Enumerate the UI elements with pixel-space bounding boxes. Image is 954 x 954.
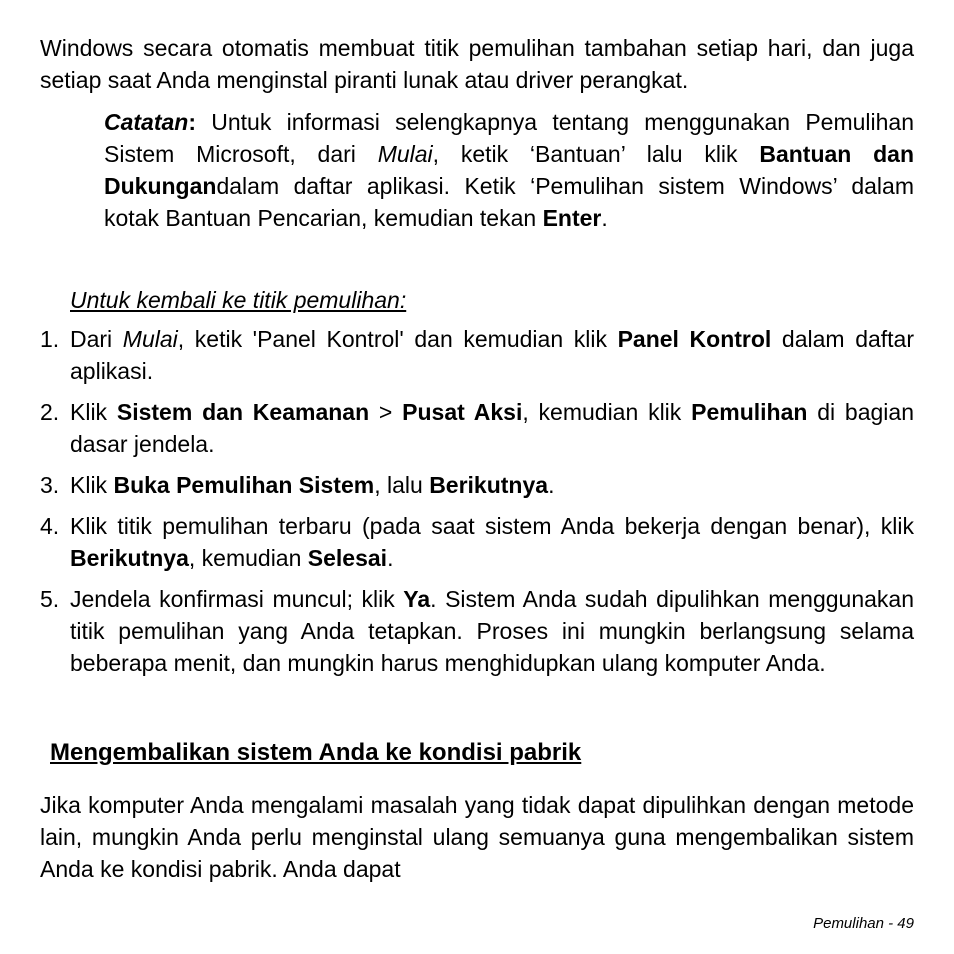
list-number: 3. [40, 472, 60, 498]
list-number: 5. [40, 586, 60, 612]
step-text: Klik [70, 472, 114, 498]
step-text: , ketik 'Panel Kontrol' dan kemudian klik [177, 326, 618, 352]
step-text: , lalu [374, 472, 430, 498]
list-text [70, 396, 914, 460]
list-number: 1. [40, 326, 60, 352]
note-colon: : [188, 109, 197, 135]
step-bold: Pemulihan [691, 399, 808, 425]
step-bold: Berikutnya [70, 545, 189, 571]
step-text: , kemudian klik [522, 399, 692, 425]
step-text: Jendela konfirmasi muncul; klik [70, 586, 404, 612]
list-text [70, 469, 914, 501]
page-footer: Pemulihan - 49 [813, 915, 914, 932]
step-text: di bagian dasar jendela. [70, 399, 915, 457]
note-text-1: Untuk informasi selengkapnya tentang menggunakan Pemulihan Sistem Microsoft, dari [104, 109, 914, 167]
list-text [70, 323, 914, 387]
step-text: . [387, 545, 394, 571]
step-bold: Panel Kontrol [617, 326, 772, 352]
intro-paragraph [40, 32, 914, 96]
list-item [40, 583, 914, 679]
step-text: . [548, 472, 555, 498]
step-text: , kemudian [188, 545, 308, 571]
list-text [70, 510, 914, 574]
note-enter: Enter [542, 205, 602, 231]
note-text-3: dalam daftar aplikasi. Ketik ‘Pemulihan sistem Windows’ dalam kotak Bantuan Pencarian, kemudian tekan [104, 173, 914, 231]
step-text: dalam daftar aplikasi. [70, 326, 915, 384]
list-item [40, 396, 914, 460]
note-text-2: , ketik ‘Bantuan’ lalu klik [432, 141, 760, 167]
note-text-4: . [601, 205, 608, 231]
step-bold: Pusat Aksi [402, 399, 523, 425]
list-number: 4. [40, 513, 60, 539]
list-text [70, 583, 914, 679]
step-bold: Buka Pemulihan Sistem [113, 472, 375, 498]
step-bold: Sistem dan Keamanan [116, 399, 370, 425]
step-bold: Ya [403, 586, 431, 612]
list-item [40, 510, 914, 574]
section-paragraph [40, 789, 914, 885]
section-heading: Mengembalikan sistem Anda ke kondisi pabrik [50, 739, 582, 766]
step-text: Klik titik pemulihan terbaru (pada saat sistem Anda bekerja dengan benar), klik [70, 513, 914, 539]
note-bantuan: Bantuan dan Dukungan [104, 141, 915, 199]
step-text: Klik [70, 399, 117, 425]
list-item [40, 323, 914, 387]
note-mulai: Mulai [377, 141, 433, 167]
note-label: Catatan [104, 109, 189, 135]
list-item [40, 469, 914, 501]
step-text: . Sistem Anda sudah dipulihkan menggunakan titik pemulihan yang Anda tetapkan. Proses ini mungkin berlangsung selama beberapa menit, dan mungkin harus menghidupkan ulang komputer Anda. [70, 586, 915, 676]
step-bold: Berikutnya [429, 472, 549, 498]
step-text: Dari [70, 326, 123, 352]
section-text: Jika komputer Anda mengalami masalah yang tidak dapat dipulihkan dengan metode lain, mungkin Anda perlu menginstal ulang semuanya guna mengembalikan sistem Anda ke kondisi pabrik. Anda dapat [40, 792, 914, 882]
restore-subheading: Untuk kembali ke titik pemulihan: [70, 287, 407, 313]
step-text: > [369, 399, 403, 425]
list-number: 2. [40, 399, 60, 425]
intro-text: Windows secara otomatis membuat titik pemulihan tambahan setiap hari, dan juga setiap saat Anda menginstal piranti lunak atau driver perangkat. [40, 35, 914, 93]
note-paragraph [104, 106, 914, 234]
step-bold: Selesai [307, 545, 388, 571]
step-italic: Mulai [122, 326, 178, 352]
